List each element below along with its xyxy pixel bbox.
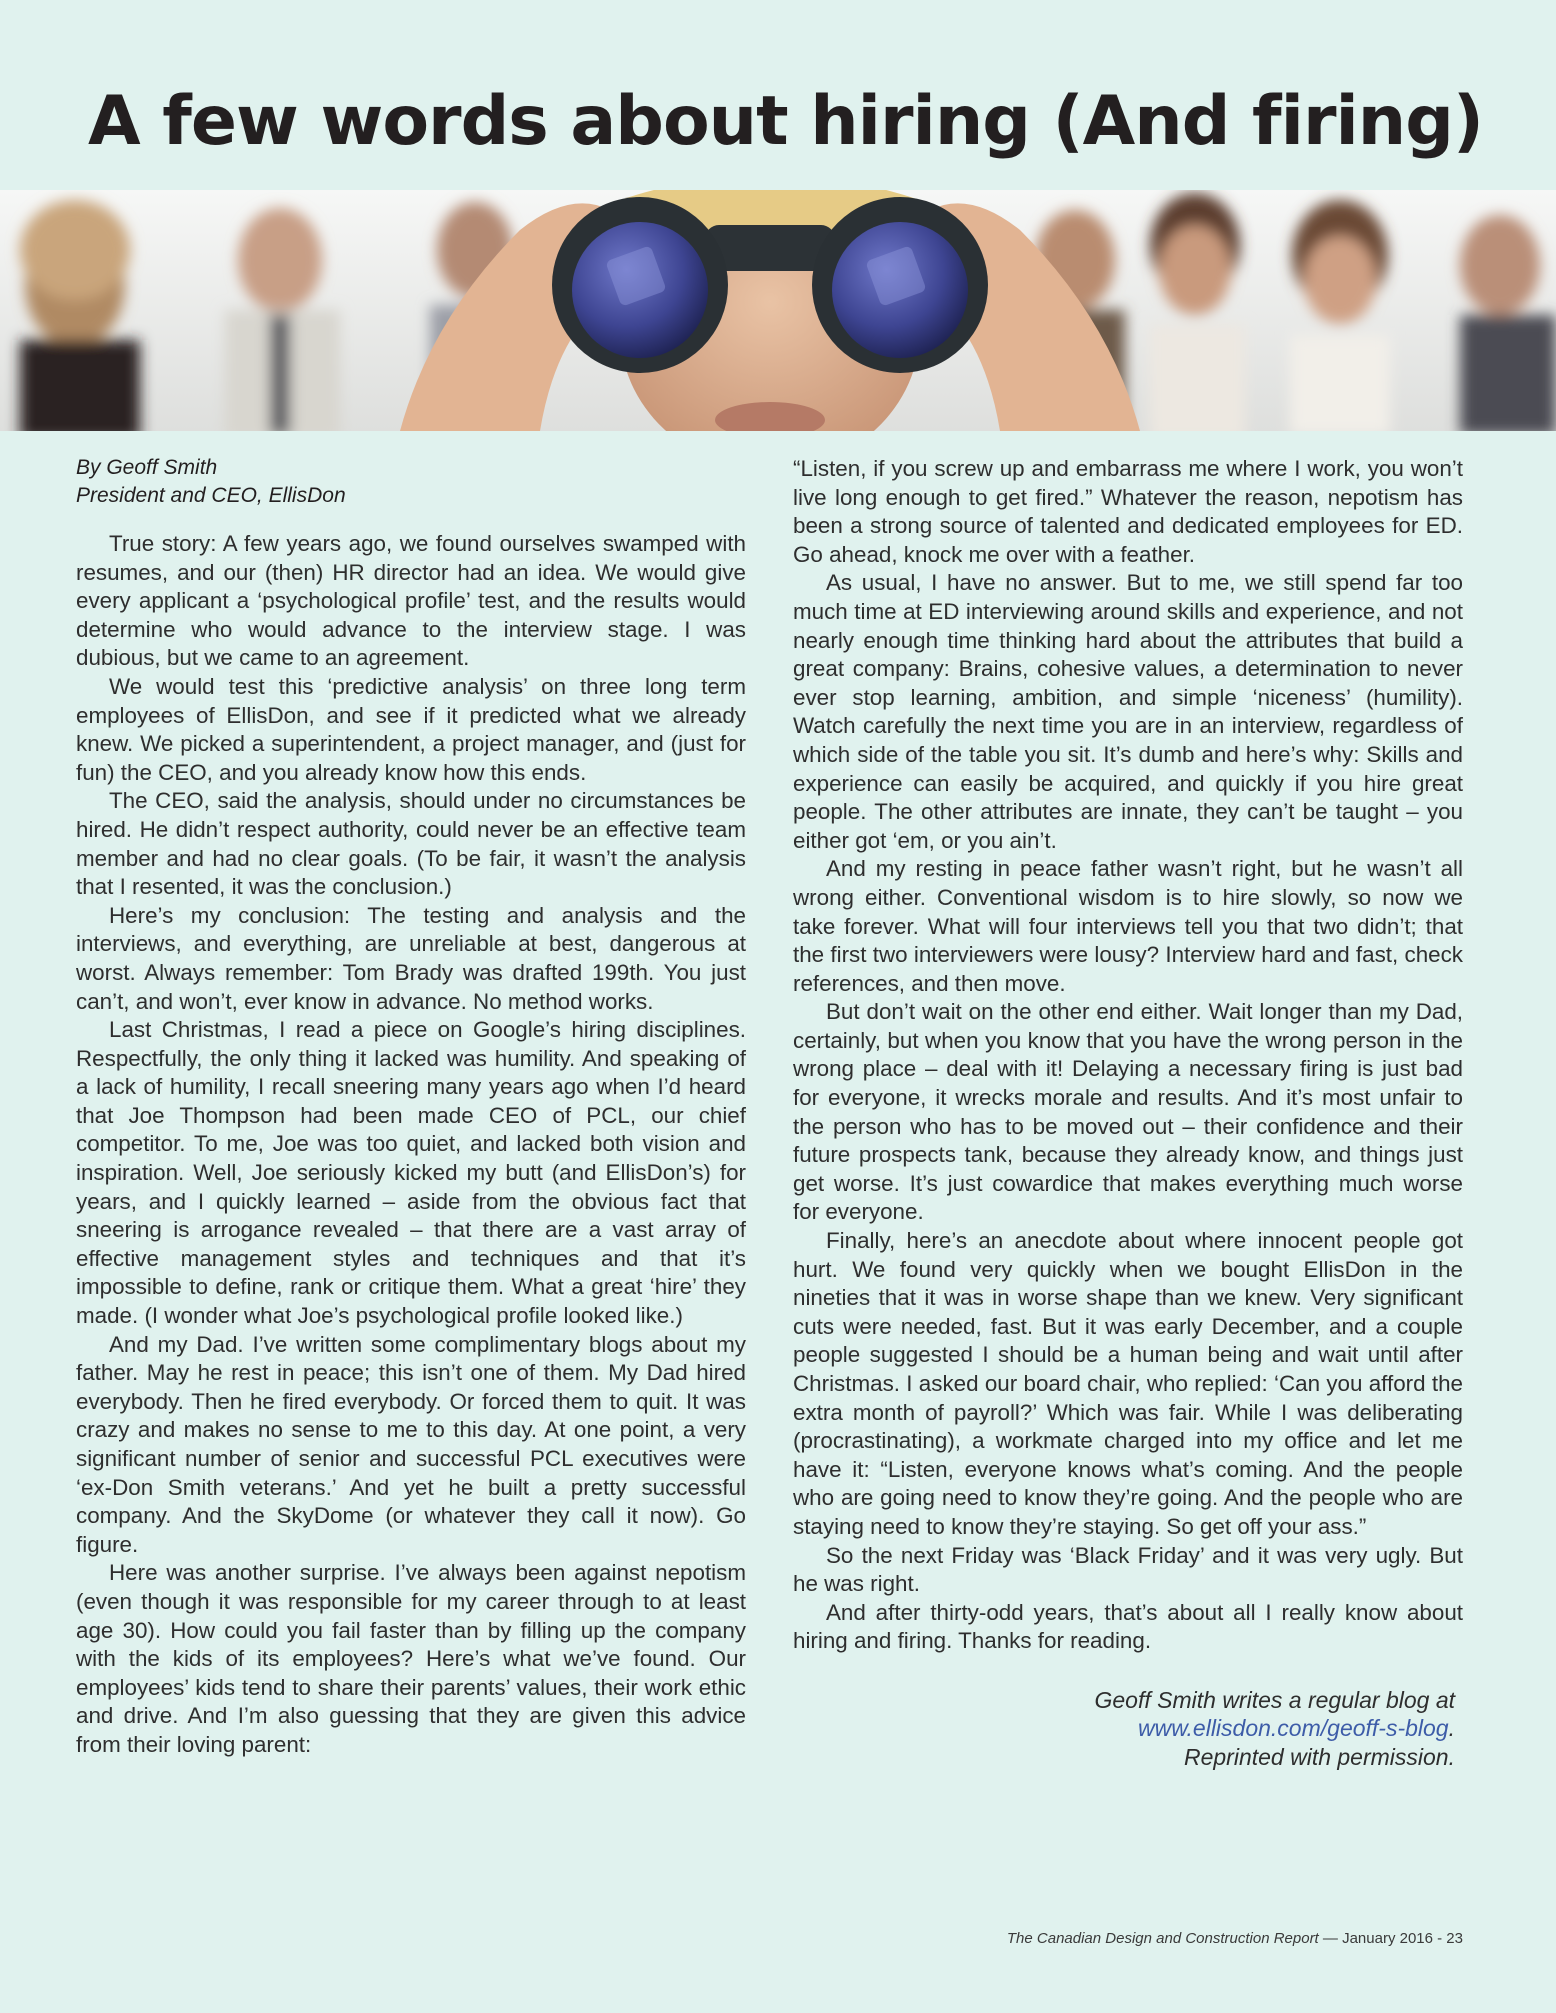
byline-name: By Geoff Smith [76, 456, 218, 479]
publication-name: The Canadian Design and Construction Report [1006, 1930, 1319, 1947]
reprint-note: Reprinted with permission. [1183, 1743, 1455, 1770]
paragraph: Finally, here’s an anecdote about where innocent people got hurt. We found very quickly when we bought EllisDon in the nineties that it was in worse shape than we knew. Very significant cuts were needed, fast. But it was early December, and a couple people suggested I should be a human being and wait until after Christmas. I asked our board chair, who replied: ‘Can you afford the extra month of payroll?’ Which was fair. While I was deliberating (procrastinating), a workmate charged into my office and let me have it: “Listen, everyone knows what’s coming. And the people who are going need to know they’re going. And the people who are staying need to know they’re staying. So get off your ass.” [793, 1228, 1463, 1539]
byline-role: President and CEO, EllisDon [76, 484, 346, 507]
byline [76, 454, 746, 510]
signoff-link-line [793, 1714, 1455, 1743]
paragraph: The CEO, said the analysis, should under no circumstances be hired. He didn’t respect authority, could never be an effective team member and had no clear goals. (To be fair, it wasn’t the analysis that I resented, it was the conclusion.) [76, 788, 746, 900]
paragraph: As usual, I have no answer. But to me, we still spend far too much time at ED interviewing around skills and experience, and not nearly enough time thinking hard about the attributes that build a great company: Brains, cohesive values, a determination to never ever stop learning, ambition, and simple ‘niceness’ (humility). Watch carefully the next time you are in an interview, regardless of which side of the table you sit. It’s dumb and here’s why: Skills and experience can easily be acquired, and quickly if you hire great people. The other attributes are innate, they can’t be taught – you either got ‘em, or you ain’t. [793, 570, 1463, 853]
signoff-link-suffix: . [1448, 1715, 1455, 1742]
paragraph: Last Christmas, I read a piece on Google’s hiring disciplines. Respectfully, the only thing it lacked was humility. And speaking of a lack of humility, I recall sneering many years ago when I’d heard that Joe Thompson had been made CEO of PCL, our chief competitor. To me, Joe was too quiet, and lacked both vision and inspiration. Well, Joe seriously kicked my butt (and EllisDon’s) for years, and I quickly learned – aside from the obvious fact that sneering is arrogance revealed – that there are a vast array of effective management styles and techniques and that it’s impossible to define, rank or critique them. What a great ‘hire’ they made. (I wonder what Joe’s psychological profile looked like.) [76, 1017, 746, 1329]
paragraph: And my Dad. I’ve written some complimentary blogs about my father. May he rest in peace; this isn’t one of them. My Dad hired everybody. Then he fired everybody. Or forced them to quit. It was crazy and makes no sense to me to this day. At one point, a very significant number of senior and successful PCL executives were ‘ex-Don Smith veterans.’ And yet he built a pretty successful company. And the SkyDome (or whatever they call it now). Go figure. [76, 1331, 746, 1557]
footer-separator: — [1318, 1930, 1343, 1947]
paragraph: We would test this ‘predictive analysis’ on three long term employees of EllisDon, and see if it predicted what we already knew. We picked a superintendent, a project manager, and (just for fun) the CEO, and you already know how this ends. [76, 673, 746, 785]
paragraph: True story: A few years ago, we found ourselves swamped with resumes, and our (then) HR director had an idea. We would give every applicant a ‘psychological profile’ test, and the results would determine who would advance to the interview stage. I was dubious, but we came to an agreement. [76, 531, 746, 671]
article-left-column [76, 454, 746, 1760]
paragraph: And after thirty-odd years, that’s about all I really know about hiring and firing. Thanks for reading. [793, 1599, 1463, 1654]
paragraph: Here’s my conclusion: The testing and analysis and the interviews, and everything, are unreliable at best, dangerous at worst. Always remember: Tom Brady was drafted 199th. You just can’t, and won’t, ever know in advance. No method works. [76, 902, 746, 1014]
paragraph: Here was another surprise. I’ve always been against nepotism (even though it was responsible for my career through to at least age 30). How could you fail faster than by filling up the company with the kids of its employees? Here’s what we’ve found. Our employees’ kids tend to share their parents’ values, their work ethic and drive. And I’m also guessing that they are given this advice from their loving parent: [76, 1560, 746, 1757]
paragraph: And my resting in peace father wasn’t right, but he wasn’t all wrong either. Conventional wisdom is to hire slowly, so now we take forever. What will four interviews tell you that two didn’t; that the first two interviewers were lousy? Interview hard and fast, check references, and then move. [793, 856, 1463, 996]
paragraph: But don’t wait on the other end either. Wait longer than my Dad, certainly, but when you know that you have the wrong person in the wrong place – deal with it! Delaying a necessary firing is just bad for everyone, it wrecks morale and results. And it’s most unfair to the person who has to be moved out – their confidence and their future prospects tank, because they already know, and things just get worse. It’s just cowardice that makes everything much worse for everyone. [793, 999, 1463, 1225]
author-signoff [793, 1686, 1463, 1772]
article-title: A few words about hiring (And firing) [88, 82, 1483, 161]
issue-and-page: January 2016 - 23 [1342, 1930, 1463, 1947]
signoff-line: Geoff Smith writes a regular blog at [1094, 1686, 1455, 1713]
page-footer [1007, 1930, 1463, 1947]
paragraph-continuation: “Listen, if you screw up and embarrass me where I work, you won’t live long enough to get fired.” Whatever the reason, nepotism has been a strong source of talented and dedicated employees for ED. Go ahead, knock me over with a feather. [793, 456, 1463, 567]
article-right-column [793, 455, 1463, 1771]
banner-image [0, 190, 1556, 431]
paragraph: So the next Friday was ‘Black Friday’ and it was very ugly. But he was right. [793, 1542, 1463, 1597]
blog-link[interactable]: www.ellisdon.com/geoff-s-blog [1137, 1715, 1449, 1742]
